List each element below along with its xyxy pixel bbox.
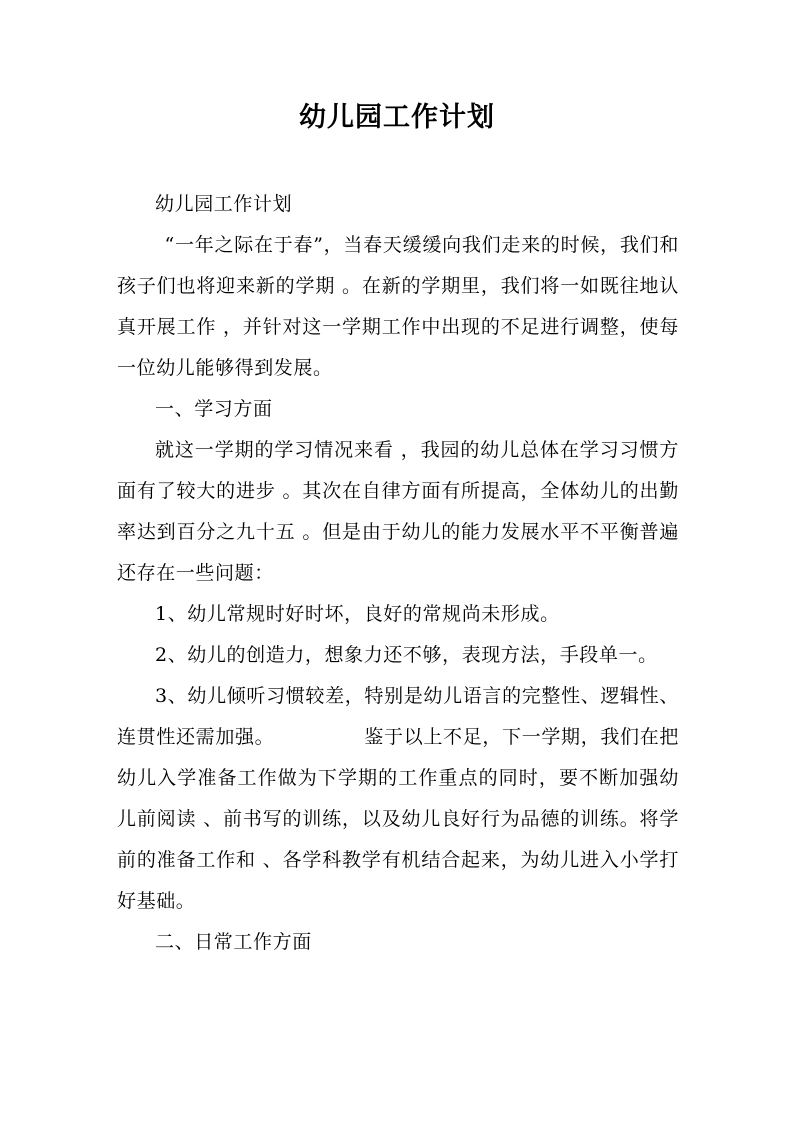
- list-item-3: [117, 676, 679, 922]
- list-item-3-text: 3、幼儿倾听习惯较差，特别是幼儿语言的完整性、逻辑性、连贯性还需加强。: [117, 685, 679, 748]
- document-title: 幼儿园工作计划: [299, 102, 495, 133]
- list-item-1: 1、幼儿常规时好时坏，良好的常规尚未形成。: [155, 603, 560, 625]
- paragraph-study: 就这一学期的学习情况来看 ，我园的幼儿总体在学习习惯方面有了较大的进步 。其次在自律方面有所提高，全体幼儿的出勤率达到百分之九十五 。但是由于幼儿的能力发展水平不平衡普遍还存在一些问题：: [117, 439, 679, 584]
- section-heading-daily-work: 二、日常工作方面: [155, 931, 312, 953]
- paragraph-intro: “一年之际在于春”，当春天缓缓向我们走来的时候，我们和孩子们也将迎来新的学期 。在新的学期里，我们将一如既往地认真开展工作 ，并针对这一学期工作中出现的不足进行调整，使每一位幼儿能够得到发展。: [117, 234, 679, 379]
- document-body: [117, 184, 679, 963]
- paragraph-plan: 鉴于以上不足，下一学期，我们在把幼儿入学准备工作做为下学期的工作重点的同时，要不断加强幼儿前阅读 、前书写的训练，以及幼儿良好行为品德的训练。将学前的准备工作和 、各学科教学有机结合起来，为幼儿进入小学打好基础。: [117, 726, 679, 912]
- section-heading-study: 一、学习方面: [155, 398, 273, 420]
- paragraph-subtitle: 幼儿园工作计划: [155, 193, 293, 215]
- list-item-2: 2、幼儿的创造力，想象力还不够，表现方法，手段单一。: [155, 644, 658, 666]
